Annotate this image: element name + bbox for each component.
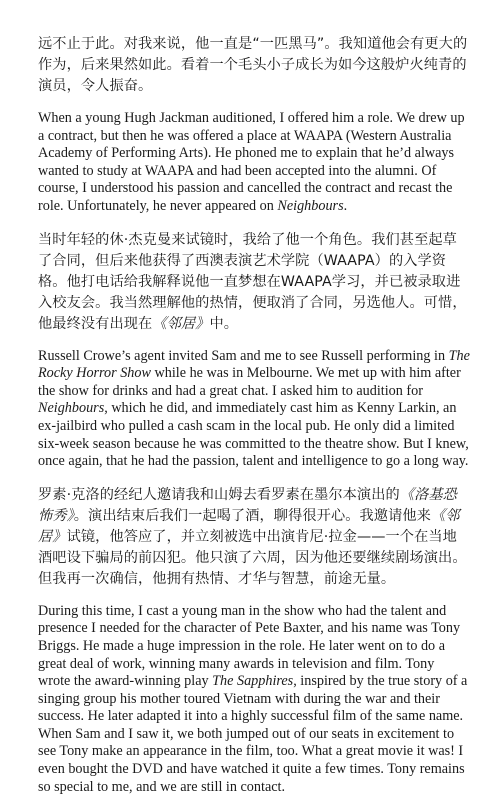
text: Russell Crowe’s agent invited Sam and me to see Russell performing in [38, 347, 449, 364]
text: 当时年轻的休·杰克曼来试镜时，我给了他一个角色。我们甚至起草了合同，但后来他获得了西澳表演艺术学院（WAAPA）的入学资格。他打电话给我解释说他一直梦想在WAAPA学习，并已被录取进入校友会。我当然理解他的热情，便取消了合同，另选他人。可惜，他最终没有出现在 [38, 231, 467, 332]
text: During this time, I cast a young man in the show who had the talent and presence I needed for the character of Pete Baxter, and his name was Tony Briggs. He made a huge impression in the role. He later went on to do a great deal of work, winning many awards in television and film. Tony wrote the award-winning play [38, 602, 461, 690]
paragraph-en-hugh-jackman [38, 110, 470, 216]
title-neighbours: Neighbours [277, 197, 344, 214]
title-rocky-horror-zh: 《洛基恐怖秀》 [38, 486, 457, 524]
text: 罗素·克洛的经纪人邀请我和山姆去看罗素在墨尔本演出的 [38, 486, 400, 503]
title-neighbours: Neighbours [38, 400, 105, 417]
text: 中。 [209, 315, 239, 332]
title-neighbours-zh: 《邻居》 [38, 507, 460, 545]
text: , which he did, and immediately cast him as Kenny Larkin, an ex-jailbird who pulled a cash scam in the local pub. He only did a limited six-week season because he was committed to the theatre show. But I knew, once again, that he had the passion, talent and intelligence to go a long way. [38, 400, 469, 470]
text: . [343, 197, 348, 214]
text: 远不止于此。对我来说，他一直是“一匹黑马”。我知道他会有更大的作为，后来果然如此。看着一个毛头小子成长为如今这般炉火纯青的演员，令人振奋。 [38, 36, 468, 94]
text: 。演出结束后我们一起喝了酒，聊得很开心。我邀请他来 [73, 507, 431, 524]
text: 试镜，他答应了，并立刻被选中出演肯尼·拉金——一个在当地酒吧设下骗局的前囚犯。他只演了六周，因为他还要继续剧场演出。但我再一次确信，他拥有热情、才华与智慧，前途无量。 [38, 528, 467, 587]
paragraph-en-russell-crowe [38, 348, 470, 471]
paragraph-zh-1 [38, 34, 470, 97]
paragraph-en-tony-briggs [38, 603, 470, 796]
title-the-sapphires: The Sapphires [212, 673, 294, 690]
paragraph-zh-hugh-jackman [38, 230, 470, 335]
title-neighbours-zh: 《邻居》 [152, 315, 210, 332]
text: , inspired by the true story of a singing group his mother toured Vietnam with during the war and their success. He later adapted it into a highly successful film of the same name. When Sam and I saw it, we both jumped out of our seats in excitement to see Tony make an appearance in the film, too. What a great movie it was! I even bought the DVD and have watched it quite a few times. Tony remains so special to me, and we are still in contact. [38, 673, 468, 795]
text: while he was in Melbourne. We met up with him after the show for drinks and had a great chat. I asked him to audition for [38, 365, 461, 399]
paragraph-zh-russell-crowe [38, 485, 470, 590]
text: When a young Hugh Jackman auditioned, I offered him a role. We drew up a contract, but then he was offered a place at WAAPA (Western Australia Academy of Performing Arts). He phoned me to explain that he’d always wanted to study at WAAPA and had been accepted into the alumni. Of course, I understood his passion and cancelled the contract and recast the role. Unfortunately, he never appeared on [38, 110, 465, 214]
title-rocky-horror: The Rocky Horror Show [38, 347, 470, 382]
